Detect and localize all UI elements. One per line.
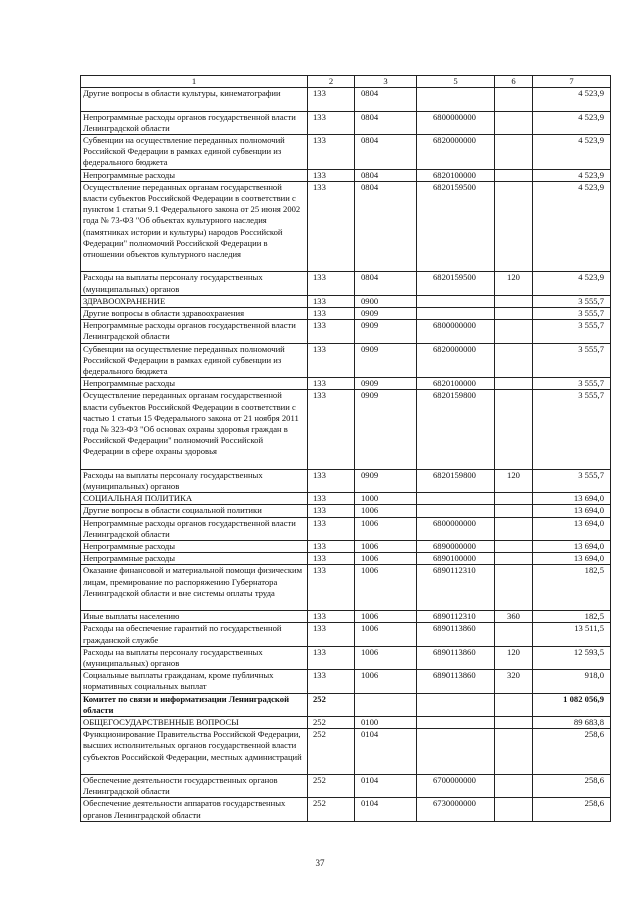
row-code-type (495, 775, 533, 798)
row-code-target: 6800000000 (417, 111, 495, 134)
row-code-type (495, 343, 533, 378)
row-amount: 4 523,9 (533, 181, 611, 272)
row-code-type (495, 517, 533, 540)
table-row (81, 623, 611, 646)
row-code-target: 6820159500 (417, 272, 495, 295)
row-code-admin: 133 (308, 308, 355, 320)
row-code-section: 0909 (355, 343, 417, 378)
row-code-section: 1006 (355, 623, 417, 646)
row-code-section: 1006 (355, 517, 417, 540)
row-amount: 3 555,7 (533, 378, 611, 390)
table-row (81, 729, 611, 775)
row-code-type: 120 (495, 469, 533, 492)
row-amount: 918,0 (533, 670, 611, 693)
row-code-admin: 133 (308, 181, 355, 272)
row-code-type: 360 (495, 611, 533, 623)
table-row (81, 343, 611, 378)
row-amount: 4 523,9 (533, 135, 611, 170)
row-code-type (495, 623, 533, 646)
row-code-section: 1006 (355, 611, 417, 623)
row-code-section: 0909 (355, 469, 417, 492)
row-code-admin: 133 (308, 111, 355, 134)
table-row (81, 670, 611, 693)
budget-document (80, 75, 610, 822)
row-code-type (495, 308, 533, 320)
table-row (81, 272, 611, 295)
row-code-section: 0804 (355, 272, 417, 295)
row-code-section: 1006 (355, 541, 417, 553)
row-code-target (417, 493, 495, 505)
row-code-admin: 133 (308, 343, 355, 378)
row-code-section: 0104 (355, 775, 417, 798)
row-name: Непрограммные расходы (81, 169, 308, 181)
table-row (81, 517, 611, 540)
row-code-target: 6890113860 (417, 623, 495, 646)
row-code-type (495, 493, 533, 505)
row-amount: 3 555,7 (533, 320, 611, 343)
row-amount: 13 511,5 (533, 623, 611, 646)
row-name: Субвенции на осуществление переданных полномочий Российской Федерации в рамках единой субвенции из федерального бюджета (81, 343, 308, 378)
table-row (81, 693, 611, 716)
row-code-admin: 252 (308, 693, 355, 716)
row-amount: 4 523,9 (533, 169, 611, 181)
table-row (81, 553, 611, 565)
row-name: Непрограммные расходы органов государственной власти Ленинградской области (81, 320, 308, 343)
row-code-admin: 133 (308, 390, 355, 469)
row-code-type: 120 (495, 646, 533, 669)
row-name: Другие вопросы в области культуры, кинематографии (81, 88, 308, 111)
row-code-section: 1006 (355, 646, 417, 669)
row-amount: 89 683,8 (533, 717, 611, 729)
row-code-section (355, 693, 417, 716)
row-code-type: 120 (495, 272, 533, 295)
page-number: 37 (315, 858, 325, 868)
row-code-target: 6820100000 (417, 378, 495, 390)
row-amount: 3 555,7 (533, 308, 611, 320)
header-cell: 5 (417, 76, 495, 88)
row-code-target (417, 717, 495, 729)
row-code-section: 0104 (355, 729, 417, 775)
row-code-type (495, 295, 533, 307)
row-code-admin: 133 (308, 646, 355, 669)
row-name: Функционирование Правительства Российской Федерации, высших исполнительных органов государственной власти субъектов Российской Федерации, местных администраций (81, 729, 308, 775)
table-row (81, 493, 611, 505)
row-code-admin: 133 (308, 469, 355, 492)
table-row (81, 469, 611, 492)
row-code-admin: 133 (308, 378, 355, 390)
row-code-section: 0909 (355, 320, 417, 343)
row-code-section: 0804 (355, 88, 417, 111)
row-code-type (495, 320, 533, 343)
row-code-type (495, 798, 533, 821)
table-row (81, 88, 611, 111)
row-name: Непрограммные расходы органов государственной власти Ленинградской области (81, 111, 308, 134)
row-code-admin: 133 (308, 541, 355, 553)
row-code-section: 1006 (355, 670, 417, 693)
row-amount: 182,5 (533, 565, 611, 611)
row-name: Непрограммные расходы (81, 553, 308, 565)
row-amount: 4 523,9 (533, 272, 611, 295)
row-code-admin: 133 (308, 611, 355, 623)
row-code-target (417, 88, 495, 111)
budget-table (80, 75, 611, 822)
table-row (81, 565, 611, 611)
row-amount: 4 523,9 (533, 88, 611, 111)
row-code-admin: 133 (308, 670, 355, 693)
row-code-type (495, 729, 533, 775)
row-code-section: 0900 (355, 295, 417, 307)
row-name: Обеспечение деятельности аппаратов государственных органов Ленинградской области (81, 798, 308, 821)
row-name: Расходы на выплаты персоналу государственных (муниципальных) органов (81, 469, 308, 492)
row-code-admin: 133 (308, 565, 355, 611)
row-code-admin: 133 (308, 517, 355, 540)
row-name: Иные выплаты населению (81, 611, 308, 623)
row-code-admin: 133 (308, 493, 355, 505)
row-amount: 258,6 (533, 729, 611, 775)
table-header (81, 76, 611, 88)
row-code-admin: 133 (308, 135, 355, 170)
row-code-admin: 133 (308, 169, 355, 181)
table-row (81, 717, 611, 729)
row-name: Комитет по связи и информатизации Ленинградской области (81, 693, 308, 716)
row-code-admin: 133 (308, 272, 355, 295)
row-code-admin: 133 (308, 295, 355, 307)
row-amount: 258,6 (533, 775, 611, 798)
row-code-type (495, 390, 533, 469)
row-code-section: 1006 (355, 553, 417, 565)
row-amount: 13 694,0 (533, 541, 611, 553)
row-code-target (417, 295, 495, 307)
row-code-section: 0104 (355, 798, 417, 821)
row-code-target (417, 693, 495, 716)
row-code-section: 0804 (355, 135, 417, 170)
row-amount: 182,5 (533, 611, 611, 623)
row-code-target: 6890112310 (417, 565, 495, 611)
row-amount: 13 694,0 (533, 517, 611, 540)
table-row (81, 646, 611, 669)
row-code-type (495, 505, 533, 517)
row-code-admin: 252 (308, 729, 355, 775)
row-code-type (495, 88, 533, 111)
row-name: Расходы на выплаты персоналу государственных (муниципальных) органов (81, 272, 308, 295)
row-code-target: 6820000000 (417, 343, 495, 378)
row-code-admin: 133 (308, 88, 355, 111)
row-amount: 13 694,0 (533, 493, 611, 505)
row-code-section: 1006 (355, 565, 417, 611)
row-code-section: 0909 (355, 378, 417, 390)
row-amount: 3 555,7 (533, 390, 611, 469)
row-code-type (495, 565, 533, 611)
row-code-admin: 133 (308, 623, 355, 646)
row-code-admin: 133 (308, 505, 355, 517)
row-code-section: 0804 (355, 169, 417, 181)
row-code-target: 6890113860 (417, 646, 495, 669)
row-name: Непрограммные расходы органов государственной власти Ленинградской области (81, 517, 308, 540)
table-row (81, 541, 611, 553)
row-code-admin: 252 (308, 798, 355, 821)
table-row (81, 181, 611, 272)
row-code-target: 6820100000 (417, 169, 495, 181)
header-cell: 6 (495, 76, 533, 88)
row-name: Непрограммные расходы (81, 378, 308, 390)
table-row (81, 169, 611, 181)
row-name: Социальные выплаты гражданам, кроме публичных нормативных социальных выплат (81, 670, 308, 693)
header-cell: 3 (355, 76, 417, 88)
row-amount: 13 694,0 (533, 505, 611, 517)
row-code-type (495, 553, 533, 565)
header-cell: 1 (81, 76, 308, 88)
row-code-target: 6890113860 (417, 670, 495, 693)
row-code-target: 6800000000 (417, 320, 495, 343)
row-code-target (417, 729, 495, 775)
row-code-section: 0804 (355, 181, 417, 272)
row-code-target: 6730000000 (417, 798, 495, 821)
row-code-type (495, 693, 533, 716)
row-code-target: 6820000000 (417, 135, 495, 170)
row-amount: 3 555,7 (533, 469, 611, 492)
row-code-type (495, 181, 533, 272)
row-code-target: 6820159800 (417, 469, 495, 492)
row-code-type (495, 169, 533, 181)
row-code-target (417, 505, 495, 517)
row-name: Расходы на обеспечение гарантий по государственной гражданской службе (81, 623, 308, 646)
table-row (81, 505, 611, 517)
row-code-target: 6700000000 (417, 775, 495, 798)
row-name: Оказание финансовой и материальной помощи физическим лицам, премирование по распоряжению Губернатора Ленинградской области и вне системы оплаты труда (81, 565, 308, 611)
row-amount: 3 555,7 (533, 295, 611, 307)
table-row (81, 111, 611, 134)
row-code-target: 6890112310 (417, 611, 495, 623)
row-name: Осуществление переданных органам государственной власти субъектов Российской Федерации в соответствии с частью 1 статьи 15 Федерального закона от 21 ноября 2011 года № 323-ФЗ "Об основах охраны здоровья граждан в Российской Федерации" полномочий Российской Федерации в сфере охраны здоровья (81, 390, 308, 469)
row-code-type (495, 541, 533, 553)
row-code-target: 6890100000 (417, 553, 495, 565)
row-code-admin: 252 (308, 775, 355, 798)
row-name: Непрограммные расходы (81, 541, 308, 553)
row-code-section: 0804 (355, 111, 417, 134)
table-row (81, 295, 611, 307)
row-code-type (495, 111, 533, 134)
row-name: Другие вопросы в области социальной политики (81, 505, 308, 517)
row-name: ОБЩЕГОСУДАРСТВЕННЫЕ ВОПРОСЫ (81, 717, 308, 729)
row-name: Субвенции на осуществление переданных полномочий Российской Федерации в рамках единой субвенции из федерального бюджета (81, 135, 308, 170)
table-row (81, 611, 611, 623)
row-code-target (417, 308, 495, 320)
row-code-target: 6820159500 (417, 181, 495, 272)
row-name: ЗДРАВООХРАНЕНИЕ (81, 295, 308, 307)
row-name: Осуществление переданных органам государственной власти субъектов Российской Федерации в соответствии с пунктом 1 статьи 9.1 Федерального закона от 25 июня 2002 года № 73-ФЗ "Об объектах культурного наследия (памятниках истории и культуры) народов Российской Федерации" полномочий Российской Федерации в отношении объектов культурного наследия (81, 181, 308, 272)
row-amount: 258,6 (533, 798, 611, 821)
table-row (81, 320, 611, 343)
row-code-target: 6890000000 (417, 541, 495, 553)
row-amount: 12 593,5 (533, 646, 611, 669)
row-code-target: 6800000000 (417, 517, 495, 540)
row-code-admin: 252 (308, 717, 355, 729)
row-name: СОЦИАЛЬНАЯ ПОЛИТИКА (81, 493, 308, 505)
row-name: Обеспечение деятельности государственных органов Ленинградской области (81, 775, 308, 798)
table-row (81, 775, 611, 798)
row-code-type (495, 135, 533, 170)
row-code-admin: 133 (308, 320, 355, 343)
row-amount: 3 555,7 (533, 343, 611, 378)
row-code-section: 0100 (355, 717, 417, 729)
row-amount: 1 082 056,9 (533, 693, 611, 716)
row-code-type (495, 717, 533, 729)
header-cell: 7 (533, 76, 611, 88)
table-row (81, 378, 611, 390)
row-code-section: 0909 (355, 308, 417, 320)
row-code-section: 0909 (355, 390, 417, 469)
row-amount: 13 694,0 (533, 553, 611, 565)
row-code-type (495, 378, 533, 390)
table-row (81, 390, 611, 469)
row-name: Расходы на выплаты персоналу государственных (муниципальных) органов (81, 646, 308, 669)
table-row (81, 135, 611, 170)
row-name: Другие вопросы в области здравоохранения (81, 308, 308, 320)
row-code-admin: 133 (308, 553, 355, 565)
header-cell: 2 (308, 76, 355, 88)
row-code-section: 1006 (355, 505, 417, 517)
row-code-type: 320 (495, 670, 533, 693)
row-code-section: 1000 (355, 493, 417, 505)
row-code-target: 6820159800 (417, 390, 495, 469)
row-amount: 4 523,9 (533, 111, 611, 134)
table-row (81, 798, 611, 821)
table-row (81, 308, 611, 320)
